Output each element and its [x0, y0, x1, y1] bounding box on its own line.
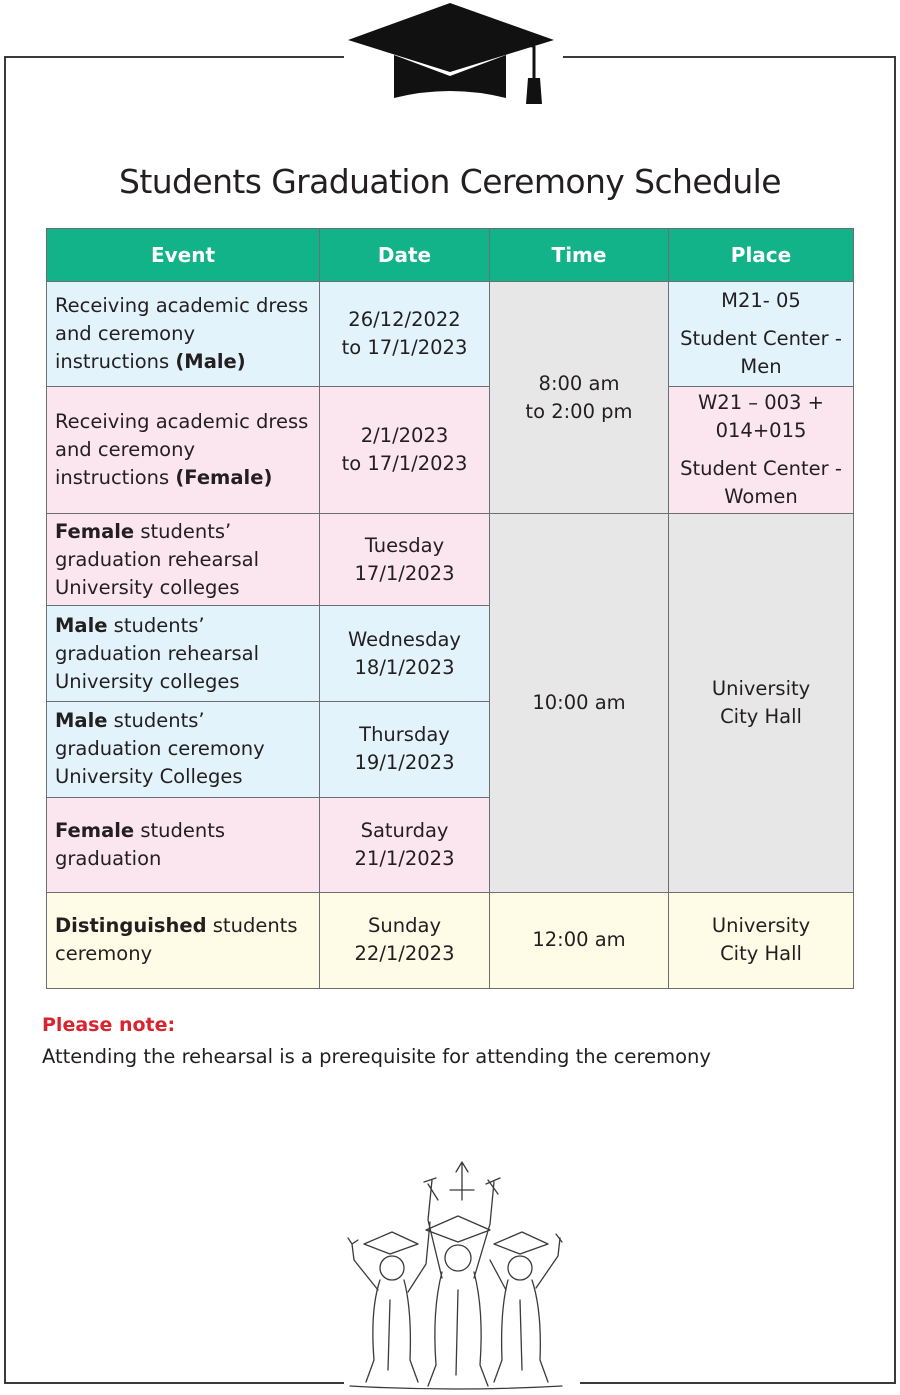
table-row — [47, 892, 854, 988]
place-cell — [669, 282, 854, 387]
column-header-date: Date — [320, 229, 490, 282]
event-text: Receiving academic dress and ceremony instructions — [55, 294, 309, 374]
time-cell — [490, 282, 669, 514]
date-line: 17/1/2023 — [354, 561, 455, 585]
event-text: University colleges — [55, 575, 240, 599]
place-line: W21 – 003 + 014+015 — [698, 391, 824, 443]
time-cell: 10:00 am — [490, 514, 669, 893]
date-line: Wednesday — [348, 627, 461, 651]
time-line: 8:00 am — [538, 371, 620, 395]
date-cell — [320, 701, 490, 797]
event-text: University colleges — [55, 669, 240, 693]
event-cell — [47, 606, 320, 701]
frame-right — [894, 56, 896, 1384]
place-line: City Hall — [720, 705, 802, 729]
date-line: Tuesday — [364, 533, 445, 557]
place-cell — [669, 387, 854, 514]
page-title: Students Graduation Ceremony Schedule — [119, 162, 781, 201]
date-cell — [320, 892, 490, 988]
date-line: to 17/1/2023 — [341, 452, 468, 476]
event-text: students graduation — [55, 818, 226, 870]
column-header-event: Event — [47, 229, 320, 282]
graduation-cap-icon — [344, 0, 560, 108]
event-bold: Female — [55, 818, 135, 842]
time-cell: 12:00 am — [490, 892, 669, 988]
date-line: 26/12/2022 — [348, 308, 461, 332]
event-cell — [47, 387, 320, 514]
note-text: Attending the rehearsal is a prerequisite for attending the ceremony — [42, 1045, 711, 1068]
place-line: Student Center - Women — [680, 457, 842, 509]
event-cell — [47, 514, 320, 606]
event-bold: Male — [55, 613, 108, 637]
event-bold: (Male) — [175, 350, 246, 374]
event-cell — [47, 701, 320, 797]
event-text: students ceremony — [55, 914, 298, 966]
event-bold: Female — [55, 519, 135, 543]
date-cell — [320, 282, 490, 387]
date-line: Sunday — [368, 914, 441, 938]
date-line: 18/1/2023 — [354, 655, 455, 679]
date-line: Thursday — [359, 723, 450, 747]
place-line: Student Center - Men — [680, 327, 842, 379]
table-header-row — [47, 229, 854, 282]
event-bold: (Female) — [175, 466, 273, 490]
date-line: 19/1/2023 — [354, 751, 455, 775]
place-line: M21- 05 — [721, 289, 801, 313]
event-text: University Colleges — [55, 765, 243, 789]
frame-left — [4, 56, 6, 1384]
date-line: to 17/1/2023 — [341, 336, 468, 360]
schedule-table — [46, 228, 854, 989]
date-cell — [320, 606, 490, 701]
date-line: 21/1/2023 — [354, 846, 455, 870]
column-header-time: Time — [490, 229, 669, 282]
table-row — [47, 387, 854, 514]
place-cell: University City Hall — [669, 892, 854, 988]
date-line: 2/1/2023 — [360, 424, 449, 448]
event-text: Receiving academic dress and ceremony instructions — [55, 410, 309, 490]
table-row — [47, 514, 854, 606]
frame-top-right — [563, 56, 896, 58]
frame-bottom-left — [4, 1382, 344, 1384]
event-text: students’ graduation rehearsal — [55, 613, 260, 665]
event-text: students’ graduation rehearsal — [55, 519, 260, 571]
date-line: 22/1/2023 — [354, 942, 455, 966]
event-text: students’ graduation ceremony — [55, 709, 265, 761]
frame-top-left — [4, 56, 344, 58]
date-line: Saturday — [360, 818, 449, 842]
date-cell — [320, 514, 490, 606]
table-row — [47, 282, 854, 387]
event-cell — [47, 892, 320, 988]
event-cell — [47, 282, 320, 387]
date-cell — [320, 387, 490, 514]
event-cell — [47, 797, 320, 892]
date-cell — [320, 797, 490, 892]
note-label: Please note: — [42, 1014, 176, 1036]
frame-bottom-right — [580, 1382, 896, 1384]
time-line: to 2:00 pm — [525, 399, 633, 423]
place-line: University — [711, 677, 811, 701]
event-bold: Male — [55, 709, 108, 733]
column-header-place: Place — [669, 229, 854, 282]
place-cell — [669, 514, 854, 893]
event-bold: Distinguished — [55, 914, 207, 938]
graduates-line-art — [330, 1160, 580, 1390]
